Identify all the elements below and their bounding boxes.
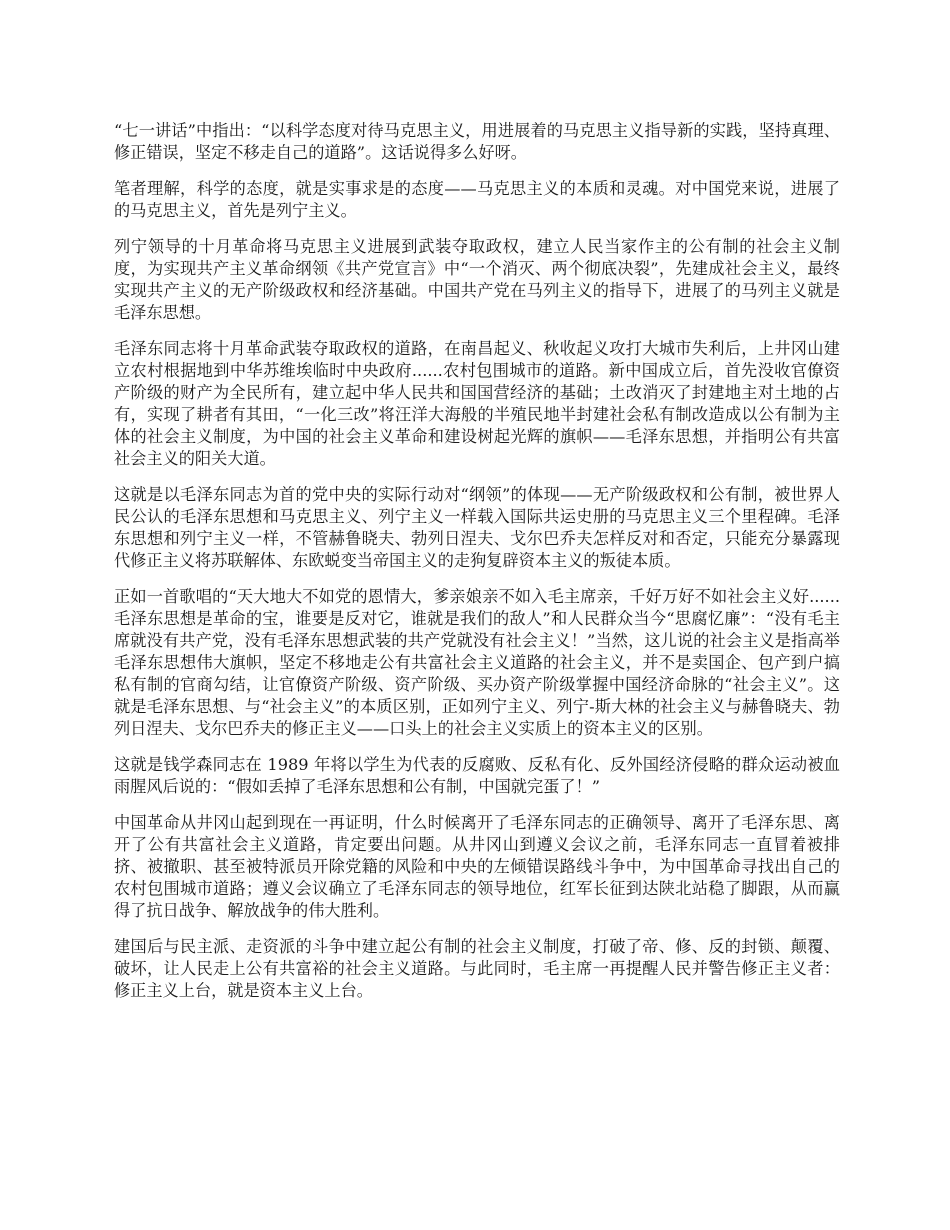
paragraph-4: 毛泽东同志将十月革命武装夺取政权的道路，在南昌起义、秋收起义攻打大城市失利后，上井冈山建立农村根据地到中华苏维埃临时中央政府......农村包围城市的道路。新中国成立后，首先没收官僚资产阶级的财产为全民所有，建立起中华人民共和国国营经济的基础；土改消灭了封建地主对土地的占有，实现了耕者有其田，“一化三改”将汪洋大海般的半殖民地半封建社会私有制改造成以公有制为主体的社会主义制度，为中国的社会主义革命和建设树起光辉的旗帜——毛泽东思想，并指明公有共富社会主义的阳关大道。 xyxy=(114,339,840,468)
paragraph-5: 这就是以毛泽东同志为首的党中央的实际行动对“纲领”的体现——无产阶级政权和公有制，被世界人民公认的毛泽东思想和马克思主义、列宁主义一样载入国际共运史册的马克思主义三个里程碑。毛泽东思想和列宁主义一样，不管赫鲁晓夫、勃列日涅夫、戈尔巴乔夫怎样反对和否定，只能充分暴露现代修正主义将苏联解体、东欧蜕变当帝国主义的走狗复辟资本主义的叛徒本质。 xyxy=(114,485,840,570)
paragraph-2: 笔者理解，科学的态度，就是实事求是的态度——马克思主义的本质和灵魂。对中国党来说，进展了的马克思主义，首先是列宁主义。 xyxy=(114,179,840,220)
paragraph-3: 列宁领导的十月革命将马克思主义进展到武装夺取政权，建立人民当家作主的公有制的社会主义制度，为实现共产主义革命纲领《共产党宣言》中“一个消灭、两个彻底决裂”，先建成社会主义，最终实现共产主义的无产阶级政权和经济基础。中国共产党在马列主义的指导下，进展了的马列主义就是毛泽东思想。 xyxy=(114,237,840,322)
paragraph-9: 建国后与民主派、走资派的斗争中建立起公有制的社会主义制度，打破了帝、修、反的封锁、颠覆、破坏，让人民走上公有共富裕的社会主义道路。与此同时，毛主席一再提醒人民并警告修正主义者：修正主义上台，就是资本主义上台。 xyxy=(114,937,840,1000)
paragraph-1: “七一讲话”中指出：“以科学态度对待马克思主义，用进展着的马克思主义指导新的实践，坚持真理、修正错误，坚定不移走自己的道路”。这话说得多么好呀。 xyxy=(114,121,840,162)
article-body xyxy=(114,120,840,1016)
paragraph-8: 中国革命从井冈山起到现在一再证明，什么时候离开了毛泽东同志的正确领导、离开了毛泽东思、离开了公有共富社会主义道路，肯定要出问题。从井冈山到遵义会议之前，毛泽东同志一直冒着被排挤、被撤职、甚至被特派员开除党籍的风险和中央的左倾错误路线斗争中，为中国革命寻找出自己的农村包围城市道路；遵义会议确立了毛泽东同志的领导地位，红军长征到达陕北站稳了脚跟，从而赢得了抗日战争、解放战争的伟大胜利。 xyxy=(114,813,840,920)
paragraph-6: 正如一首歌唱的“天大地大不如党的恩情大，爹亲娘亲不如入毛主席亲，千好万好不如社会主义好......毛泽东思想是革命的宝，谁要是反对它，谁就是我们的敌人”和人民群众当今“思腐忆廉”：“没有毛主席就没有共产党，没有毛泽东思想武装的共产党就没有社会主义！”当然，这儿说的社会主义是指高举毛泽东思想伟大旗帜，坚定不移地走公有共富社会主义道路的社会主义，并不是卖国企、包产到户搞私有制的官商勾结，让官僚资产阶级、资产阶级、买办资产阶级掌握中国经济命脉的“社会主义”。这就是毛泽东思想、与“社会主义”的本质区别，正如列宁主义、列宁-斯大林的社会主义与赫鲁晓夫、勃列日涅夫、戈尔巴乔夫的修正主义——口头上的社会主义实质上的资本主义的区别。 xyxy=(114,587,840,738)
paragraph-7: 这就是钱学森同志在 1989 年将以学生为代表的反腐败、反私有化、反外国经济侵略的群众运动被血雨腥风后说的：“假如丢掉了毛泽东思想和公有制，中国就完蛋了！” xyxy=(114,755,840,796)
